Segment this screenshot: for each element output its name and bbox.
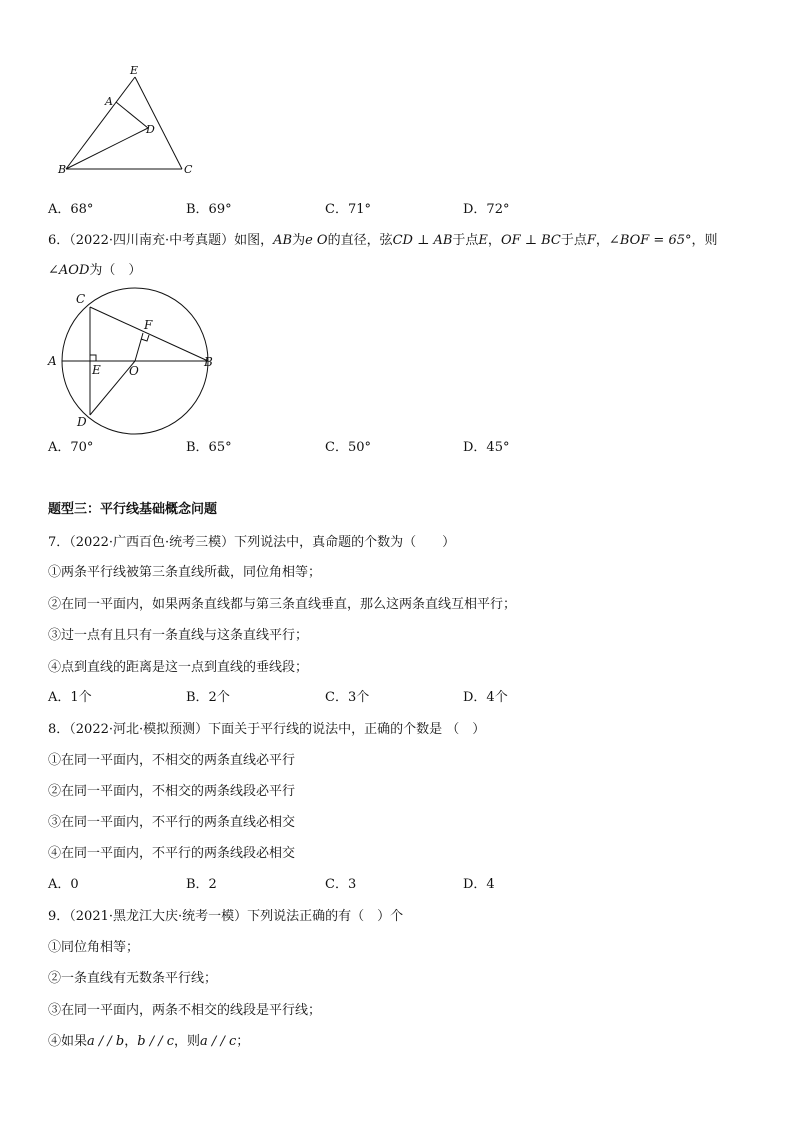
q7-option-a: A．1个 — [48, 690, 92, 705]
label-e: E — [92, 363, 101, 377]
segment-ad — [116, 102, 148, 128]
label-b: B — [58, 163, 67, 176]
q7-item-3: ③过一点有且只有一条直线与这条直线平行； — [48, 628, 309, 643]
q9-item-2: ②一条直线有无数条平行线； — [48, 971, 218, 986]
q6-option-a: A．70° — [48, 440, 94, 455]
q6-option-b: B．65° — [186, 440, 232, 455]
q8-item-3: ③在同一平面内，不平行的两条直线必相交 — [48, 815, 296, 830]
q8-item-1: ①在同一平面内，不相交的两条直线必平行 — [48, 753, 296, 768]
q5-option-c: C．71° — [325, 202, 371, 217]
section-3-heading: 题型三：平行线基础概念问题 — [48, 502, 218, 517]
q7-item-1: ①两条平行线被第三条直线所截，同位角相等； — [48, 565, 322, 580]
q8-option-c: C．3 — [325, 877, 357, 892]
q7-item-4: ④点到直线的距离是这一点到直线的垂线段； — [48, 660, 309, 675]
label-a: A — [105, 95, 113, 108]
chord-bc — [90, 307, 208, 361]
segment-of — [135, 333, 143, 361]
q8-item-2: ②在同一平面内，不相交的两条线段必平行 — [48, 784, 296, 799]
q5-option-b: B．69° — [186, 202, 232, 217]
label-d: D — [146, 123, 155, 136]
q7-item-2: ②在同一平面内，如果两条直线都与第三条直线垂直，那么这两条直线互相平行； — [48, 597, 517, 612]
q9-item-4: ④如果a / / b，b / / c，则a / / c； — [48, 1034, 250, 1049]
q7-option-d: D．4个 — [463, 690, 508, 705]
label-d: D — [77, 415, 87, 429]
q8-option-d: D．4 — [463, 877, 495, 892]
q6-option-c: C．50° — [325, 440, 371, 455]
right-angle-e — [90, 355, 96, 361]
label-b: B — [204, 355, 213, 369]
q9-item-3: ③在同一平面内，两条不相交的线段是平行线； — [48, 1003, 322, 1018]
q7-option-c: C．3个 — [325, 690, 370, 705]
q6-figure — [44, 286, 224, 436]
segment-bd — [66, 128, 148, 169]
q6-stem: 6．（2022·四川南充·中考真题）如图，AB为e O的直径，弦CD ⊥ AB于点E，OF ⊥ BC于点F，∠BOF = 65°，则 — [48, 233, 718, 248]
q9-item-1: ①同位角相等； — [48, 940, 140, 955]
q8-option-a: A．0 — [48, 877, 79, 892]
q5-option-a: A．68° — [48, 202, 94, 217]
segment-eb — [66, 77, 135, 169]
label-c: C — [76, 292, 86, 306]
q8-option-b: B．2 — [186, 877, 217, 892]
label-f: F — [144, 318, 153, 332]
q6-stem-cont: ∠AOD为（ ） — [48, 263, 142, 278]
q5-option-d: D．72° — [463, 202, 510, 217]
q9-stem: 9．（2021·黑龙江大庆·统考一模）下列说法正确的有（ ）个 — [48, 909, 404, 924]
q6-option-d: D．45° — [463, 440, 510, 455]
q8-stem: 8．（2022·河北·模拟预测）下面关于平行线的说法中，正确的个数是 （ ） — [48, 722, 486, 737]
label-o: O — [129, 364, 139, 378]
q5-figure — [50, 62, 210, 182]
q7-stem: 7．（2022·广西百色·统考三模）下列说法中，真命题的个数为（ ） — [48, 535, 456, 550]
q8-item-4: ④在同一平面内，不平行的两条线段必相交 — [48, 846, 296, 861]
label-e: E — [130, 64, 139, 77]
label-a: A — [48, 354, 57, 368]
q7-option-b: B．2个 — [186, 690, 230, 705]
label-c: C — [184, 163, 193, 176]
